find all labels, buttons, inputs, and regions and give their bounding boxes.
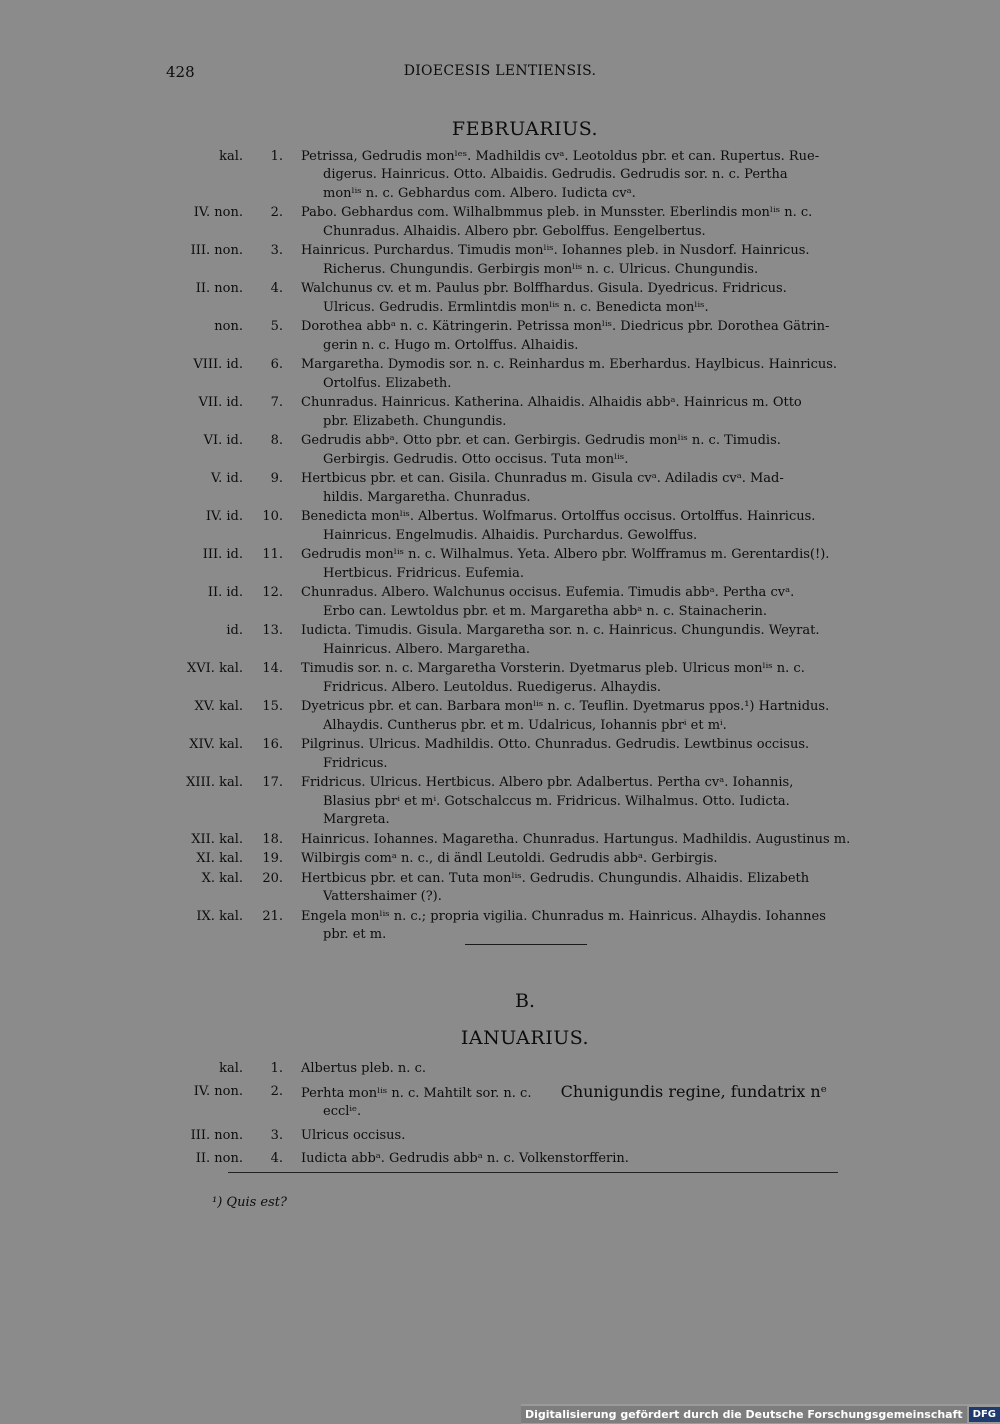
entry-line: Albertus pleb. n. c. — [301, 1061, 426, 1076]
entry-number: 13. — [262, 623, 283, 639]
entry-line: pbr. et m. — [323, 927, 387, 943]
entry-line: Hainricus. Iohannes. Magaretha. Chunradus. Hartungus. Madhildis. Augustinus m. — [301, 831, 851, 847]
entry-number: 14. — [262, 661, 283, 677]
entry-day: II. non. — [195, 281, 243, 297]
entry-line: Hertbicus pbr. et can. Tuta monˡⁱˢ. Gedrudis. Chungundis. Alhaidis. Elizabeth — [301, 871, 810, 886]
entry-number: 4. — [270, 281, 283, 297]
entry-text — [301, 394, 883, 431]
entry-text — [301, 870, 883, 907]
entry-text — [301, 1150, 883, 1168]
entry-text — [301, 432, 883, 469]
entry-line: hildis. Margaretha. Chunradus. — [323, 489, 531, 505]
entry-line: Gerbirgis. Gedrudis. Otto occisus. Tuta monˡⁱˢ. — [323, 451, 629, 467]
entry-text — [301, 546, 883, 583]
entry-day: VIII. id. — [193, 357, 243, 373]
entry-number: 18. — [262, 831, 283, 847]
running-title: DIOECESIS LENTIENSIS. — [403, 63, 597, 79]
entry-line: Perhta monˡⁱˢ n. c. Mahtilt sor. n. c. Chunigundis regine, fundatrix nᵉ — [301, 1081, 827, 1101]
entry-day: II. non. — [195, 1151, 243, 1167]
entry-text — [301, 470, 883, 507]
entry-number: 7. — [270, 395, 283, 411]
entry-line: Timudis sor. n. c. Margaretha Vorsterin. Dyetmarus pleb. Ulricus monˡⁱˢ n. c. — [301, 661, 805, 677]
entry-line: Dorothea abbᵃ n. c. Kätringerin. Petrissa monˡⁱˢ. Diedricus pbr. Dorothea Gätrin- — [301, 319, 830, 335]
entry-text — [301, 318, 883, 355]
entry-line: Fridricus. Albero. Leutoldus. Ruedigerus. Alhaydis. — [323, 679, 662, 695]
entry-line: Margaretha. Dymodis sor. n. c. Reinhardus m. Eberhardus. Haylbicus. Hainricus. — [301, 357, 838, 373]
entry-line: Chunradus. Alhaidis. Albero pbr. Gebolffus. Eengelbertus. — [323, 223, 706, 239]
entry-number: 17. — [262, 775, 283, 791]
month-heading-ianuarius: IANUARIUS. — [460, 1027, 590, 1049]
entry-number: 3. — [270, 243, 283, 259]
entry-day: XIII. kal. — [186, 775, 243, 791]
entry-number: 2. — [270, 1083, 283, 1099]
entry-line: digerus. Hainricus. Otto. Albaidis. Gedrudis. Gedrudis sor. n. c. Pertha — [323, 167, 788, 183]
entry-day: IV. non. — [193, 1083, 243, 1099]
footnote-rule — [228, 1172, 838, 1173]
entry-day: III. id. — [202, 547, 243, 563]
entry-line: pbr. Elizabeth. Chungundis. — [323, 413, 507, 429]
entry-line: Pilgrinus. Ulricus. Madhildis. Otto. Chunradus. Gedrudis. Lewtbinus occisus. — [301, 737, 810, 753]
entry-day: XV. kal. — [194, 699, 243, 715]
entry-day: III. non. — [190, 1128, 243, 1144]
entry-day: XVI. kal. — [187, 661, 243, 677]
section-letter: B. — [514, 990, 535, 1012]
entry-day: kal. — [219, 1061, 243, 1076]
entry-line: Blasius pbrⁱ et mⁱ. Gotschalccus m. Fridricus. Wilhalmus. Otto. Iudicta. — [323, 793, 790, 809]
entry-line: Fridricus. — [323, 755, 388, 771]
entry-line: Pabo. Gebhardus com. Wilhalbmmus pleb. in Munsster. Eberlindis monˡⁱˢ n. c. — [301, 205, 813, 221]
entry-line: Richerus. Chungundis. Gerbirgis monˡⁱˢ n. c. Ulricus. Chungundis. — [323, 261, 759, 277]
entry-text — [301, 280, 883, 317]
entry-day: X. kal. — [201, 871, 243, 886]
entry-day: non. — [214, 319, 243, 335]
entry-day: IV. non. — [193, 205, 243, 221]
entry-day: VI. id. — [203, 433, 243, 449]
entry-line: Hertbicus pbr. et can. Gisila. Chunradus m. Gisula cvᵃ. Adiladis cvᵃ. Mad- — [301, 471, 784, 487]
entry-line: Chunradus. Hainricus. Katherina. Alhaidis. Alhaidis abbᵃ. Hainricus m. Otto — [301, 395, 802, 411]
page-number: 428 — [166, 63, 195, 81]
entry-line: Fridricus. Ulricus. Hertbicus. Albero pbr. Adalbertus. Pertha cvᵃ. Iohannis, — [301, 775, 794, 791]
entry-text — [301, 698, 883, 735]
entry-number: 2. — [270, 205, 283, 221]
footnote: ¹) Quis est? — [212, 1195, 287, 1210]
entry-line: Ulricus occisus. — [301, 1128, 406, 1144]
entry-text — [301, 660, 883, 697]
entry-day: kal. — [219, 149, 243, 164]
entry-line: Gedrudis abbᵃ. Otto pbr. et can. Gerbirgis. Gedrudis monˡⁱˢ n. c. Timudis. — [301, 433, 781, 449]
entry-number: 6. — [270, 357, 283, 373]
footer-bar — [521, 1404, 1000, 1424]
entry-line: Gedrudis monˡⁱˢ n. c. Wilhalmus. Yeta. Albero pbr. Wolfframus m. Gerentardis(!). — [301, 547, 830, 563]
entry-number: 5. — [270, 319, 283, 335]
entry-text — [301, 242, 883, 279]
entry-line: Iudicta abbᵃ. Gedrudis abbᵃ n. c. Volkenstorfferin. — [301, 1151, 629, 1167]
entry-text — [301, 831, 883, 849]
entry-line: Chunradus. Albero. Walchunus occisus. Eufemia. Timudis abbᵃ. Pertha cvᵃ. — [301, 585, 795, 601]
divider — [465, 944, 587, 945]
entry-line: Vattershaimer (?). — [323, 889, 442, 905]
entry-day: V. id. — [211, 471, 243, 487]
entry-text — [301, 148, 883, 203]
entry-line: Walchunus cv. et m. Paulus pbr. Bolffhardus. Gisula. Dyedricus. Fridricus. — [301, 281, 787, 297]
entry-number: 21. — [262, 909, 283, 924]
entry-text — [301, 356, 883, 393]
entry-text — [301, 1127, 883, 1145]
entry-line: gerin n. c. Hugo m. Ortolffus. Alhaidis. — [323, 337, 579, 353]
entry-text — [301, 1060, 883, 1078]
entry-text — [301, 204, 883, 241]
entry-number: 15. — [262, 699, 283, 715]
entry-line: Hainricus. Albero. Margaretha. — [323, 641, 530, 657]
entry-line: monˡⁱˢ n. c. Gebhardus com. Albero. Iudicta cvᵃ. — [323, 185, 636, 201]
entry-number: 4. — [270, 1151, 283, 1167]
entry-number: 10. — [262, 509, 283, 525]
entry-number: 11. — [262, 547, 283, 563]
entry-line: Ortolfus. Elizabeth. — [323, 375, 452, 391]
footer-text: Digitalisierung gefördert durch die Deutsche Forschungsgemeinschaft — [521, 1406, 967, 1423]
entry-text — [301, 584, 883, 621]
entry-line: Wilbirgis comᵃ n. c., di ändl Leutoldi. Gedrudis abbᵃ. Gerbirgis. — [301, 851, 718, 867]
entry-line: Dyetricus pbr. et can. Barbara monˡⁱˢ n. c. Teuflin. Dyetmarus ppos.¹) Hartnidus. — [301, 699, 830, 715]
entry-day: XIV. kal. — [189, 737, 243, 753]
entry-text — [301, 622, 883, 659]
entry-line: Hertbicus. Fridricus. Eufemia. — [323, 565, 524, 581]
entry-day: VII. id. — [198, 395, 243, 411]
entry-line: Alhaydis. Cuntherus pbr. et m. Udalricus, Iohannis pbrⁱ et mⁱ. — [323, 717, 727, 733]
entry-day: IX. kal. — [196, 909, 243, 924]
entry-text — [301, 774, 883, 829]
entry-number: 12. — [262, 585, 283, 601]
entry-day: IV. id. — [205, 509, 243, 525]
entry-number: 9. — [270, 471, 283, 487]
entry-number: 1. — [270, 1061, 283, 1076]
entry-day: id. — [226, 623, 243, 639]
entry-text — [301, 908, 883, 945]
month-heading-februarius: FEBRUARIUS. — [451, 118, 599, 140]
entry-line: Engela monˡⁱˢ n. c.; propria vigilia. Chunradus m. Hainricus. Alhaydis. Iohannes — [301, 909, 826, 924]
entry-extra: Chunigundis regine, fundatrix nᵉ — [555, 1081, 827, 1101]
entry-number: 19. — [262, 851, 283, 867]
entry-line: Petrissa, Gedrudis monˡᵉˢ. Madhildis cvᵃ. Leotoldus pbr. et can. Rupertus. Rue- — [301, 149, 820, 164]
entry-day: XII. kal. — [191, 831, 243, 847]
entry-text — [301, 850, 883, 868]
entry-text — [301, 736, 883, 773]
entry-number: 1. — [270, 149, 283, 164]
entry-line: Erbo can. Lewtoldus pbr. et m. Margaretha abbᵃ n. c. Stainacherin. — [323, 603, 767, 619]
entry-line: Hainricus. Purchardus. Timudis monˡⁱˢ. Iohannes pleb. in Nusdorf. Hainricus. — [301, 243, 810, 259]
entry-line: Benedicta monˡⁱˢ. Albertus. Wolfmarus. Ortolffus occisus. Ortolffus. Hainricus. — [301, 509, 816, 525]
entry-line: Ulricus. Gedrudis. Ermlintdis monˡⁱˢ n. c. Benedicta monˡⁱˢ. — [323, 299, 709, 315]
entry-number: 3. — [270, 1128, 283, 1144]
entry-day: II. id. — [207, 585, 243, 601]
entry-line: ecclⁱᵉ. — [323, 1104, 362, 1120]
entry-number: 8. — [270, 433, 283, 449]
entry-text — [301, 1083, 883, 1122]
entry-text — [301, 508, 883, 545]
entry-day: III. non. — [190, 243, 243, 259]
entry-line: Iudicta. Timudis. Gisula. Margaretha sor. n. c. Hainricus. Chungundis. Weyrat. — [301, 623, 820, 639]
entry-number: 20. — [262, 871, 283, 886]
entry-number: 16. — [262, 737, 283, 753]
entry-line: Hainricus. Engelmudis. Alhaidis. Purchardus. Gewolffus. — [323, 527, 698, 543]
dfg-logo: DFG — [969, 1407, 1000, 1422]
entry-day: XI. kal. — [196, 851, 243, 867]
entry-line: Margreta. — [323, 811, 390, 827]
